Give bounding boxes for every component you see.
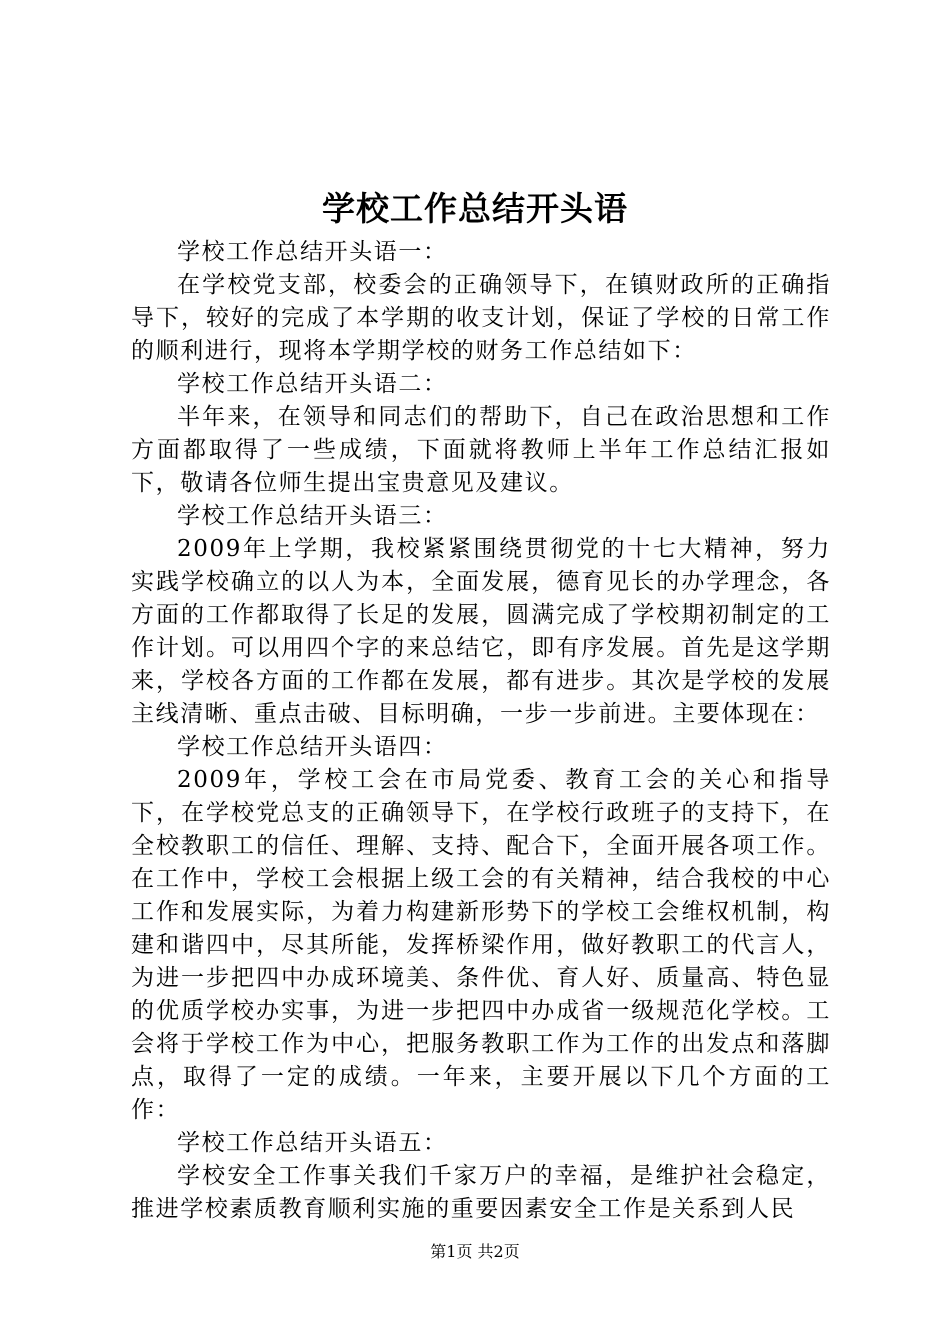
page-footer: 第1页 共2页 [430,1242,520,1261]
paragraph: 2009年上学期，我校紧紧围绕贯彻党的十七大精神，努力实践学校确立的以人为本，全面发展，德育见长的办学理念，各方面的工作都取得了长足的发展，圆满完成了学校期初制定的工作计划。可以用四个字的来总结它，即有序发展。首先是这学期来，学校各方面的工作都在发展，都有进步。其次是学校的发展主线清晰、重点击破、目标明确，一步一步前进。主要体现在： [131,536,831,727]
paragraph: 2009年，学校工会在市局党委、教育工会的关心和指导下，在学校党总支的正确领导下，在学校行政班子的支持下，在全校教职工的信任、理解、支持、配合下，全面开展各项工作。在工作中，学校工会根据上级工会的有关精神，结合我校的中心工作和发展实际，为着力构建新形势下的学校工会维权机制，构建和谐四中，尽其所能，发挥桥梁作用，做好教职工的代言人，为进一步把四中办成环境美、条件优、育人好、质量高、特色显的优质学校办实事，为进一步把四中办成省一级规范化学校。工会将于学校工作为中心，把服务教职工作为工作的出发点和落脚点，取得了一定的成绩。一年来，主要开展以下几个方面的工作： [131,767,831,1123]
document-title: 学校工作总结开头语 [322,189,628,228]
section-heading: 学校工作总结开头语三： [177,503,448,529]
document-body [131,236,831,1226]
paragraph: 在学校党支部，校委会的正确领导下，在镇财政所的正确指导下，较好的完成了本学期的收支计划，保证了学校的日常工作的顺利进行，现将本学期学校的财务工作总结如下： [131,272,831,364]
section-heading: 学校工作总结开头语一： [177,239,448,265]
paragraph: 半年来，在领导和同志们的帮助下，自己在政治思想和工作方面都取得了一些成绩，下面就将教师上半年工作总结汇报如下，敬请各位师生提出宝贵意见及建议。 [131,404,831,496]
section-heading: 学校工作总结开头语五： [177,1130,448,1156]
section-heading: 学校工作总结开头语二： [177,371,448,397]
paragraph: 学校安全工作事关我们千家万户的幸福，是维护社会稳定，推进学校素质教育顺利实施的重要因素安全工作是关系到人民 [131,1163,831,1222]
section-heading: 学校工作总结开头语四： [177,734,448,760]
